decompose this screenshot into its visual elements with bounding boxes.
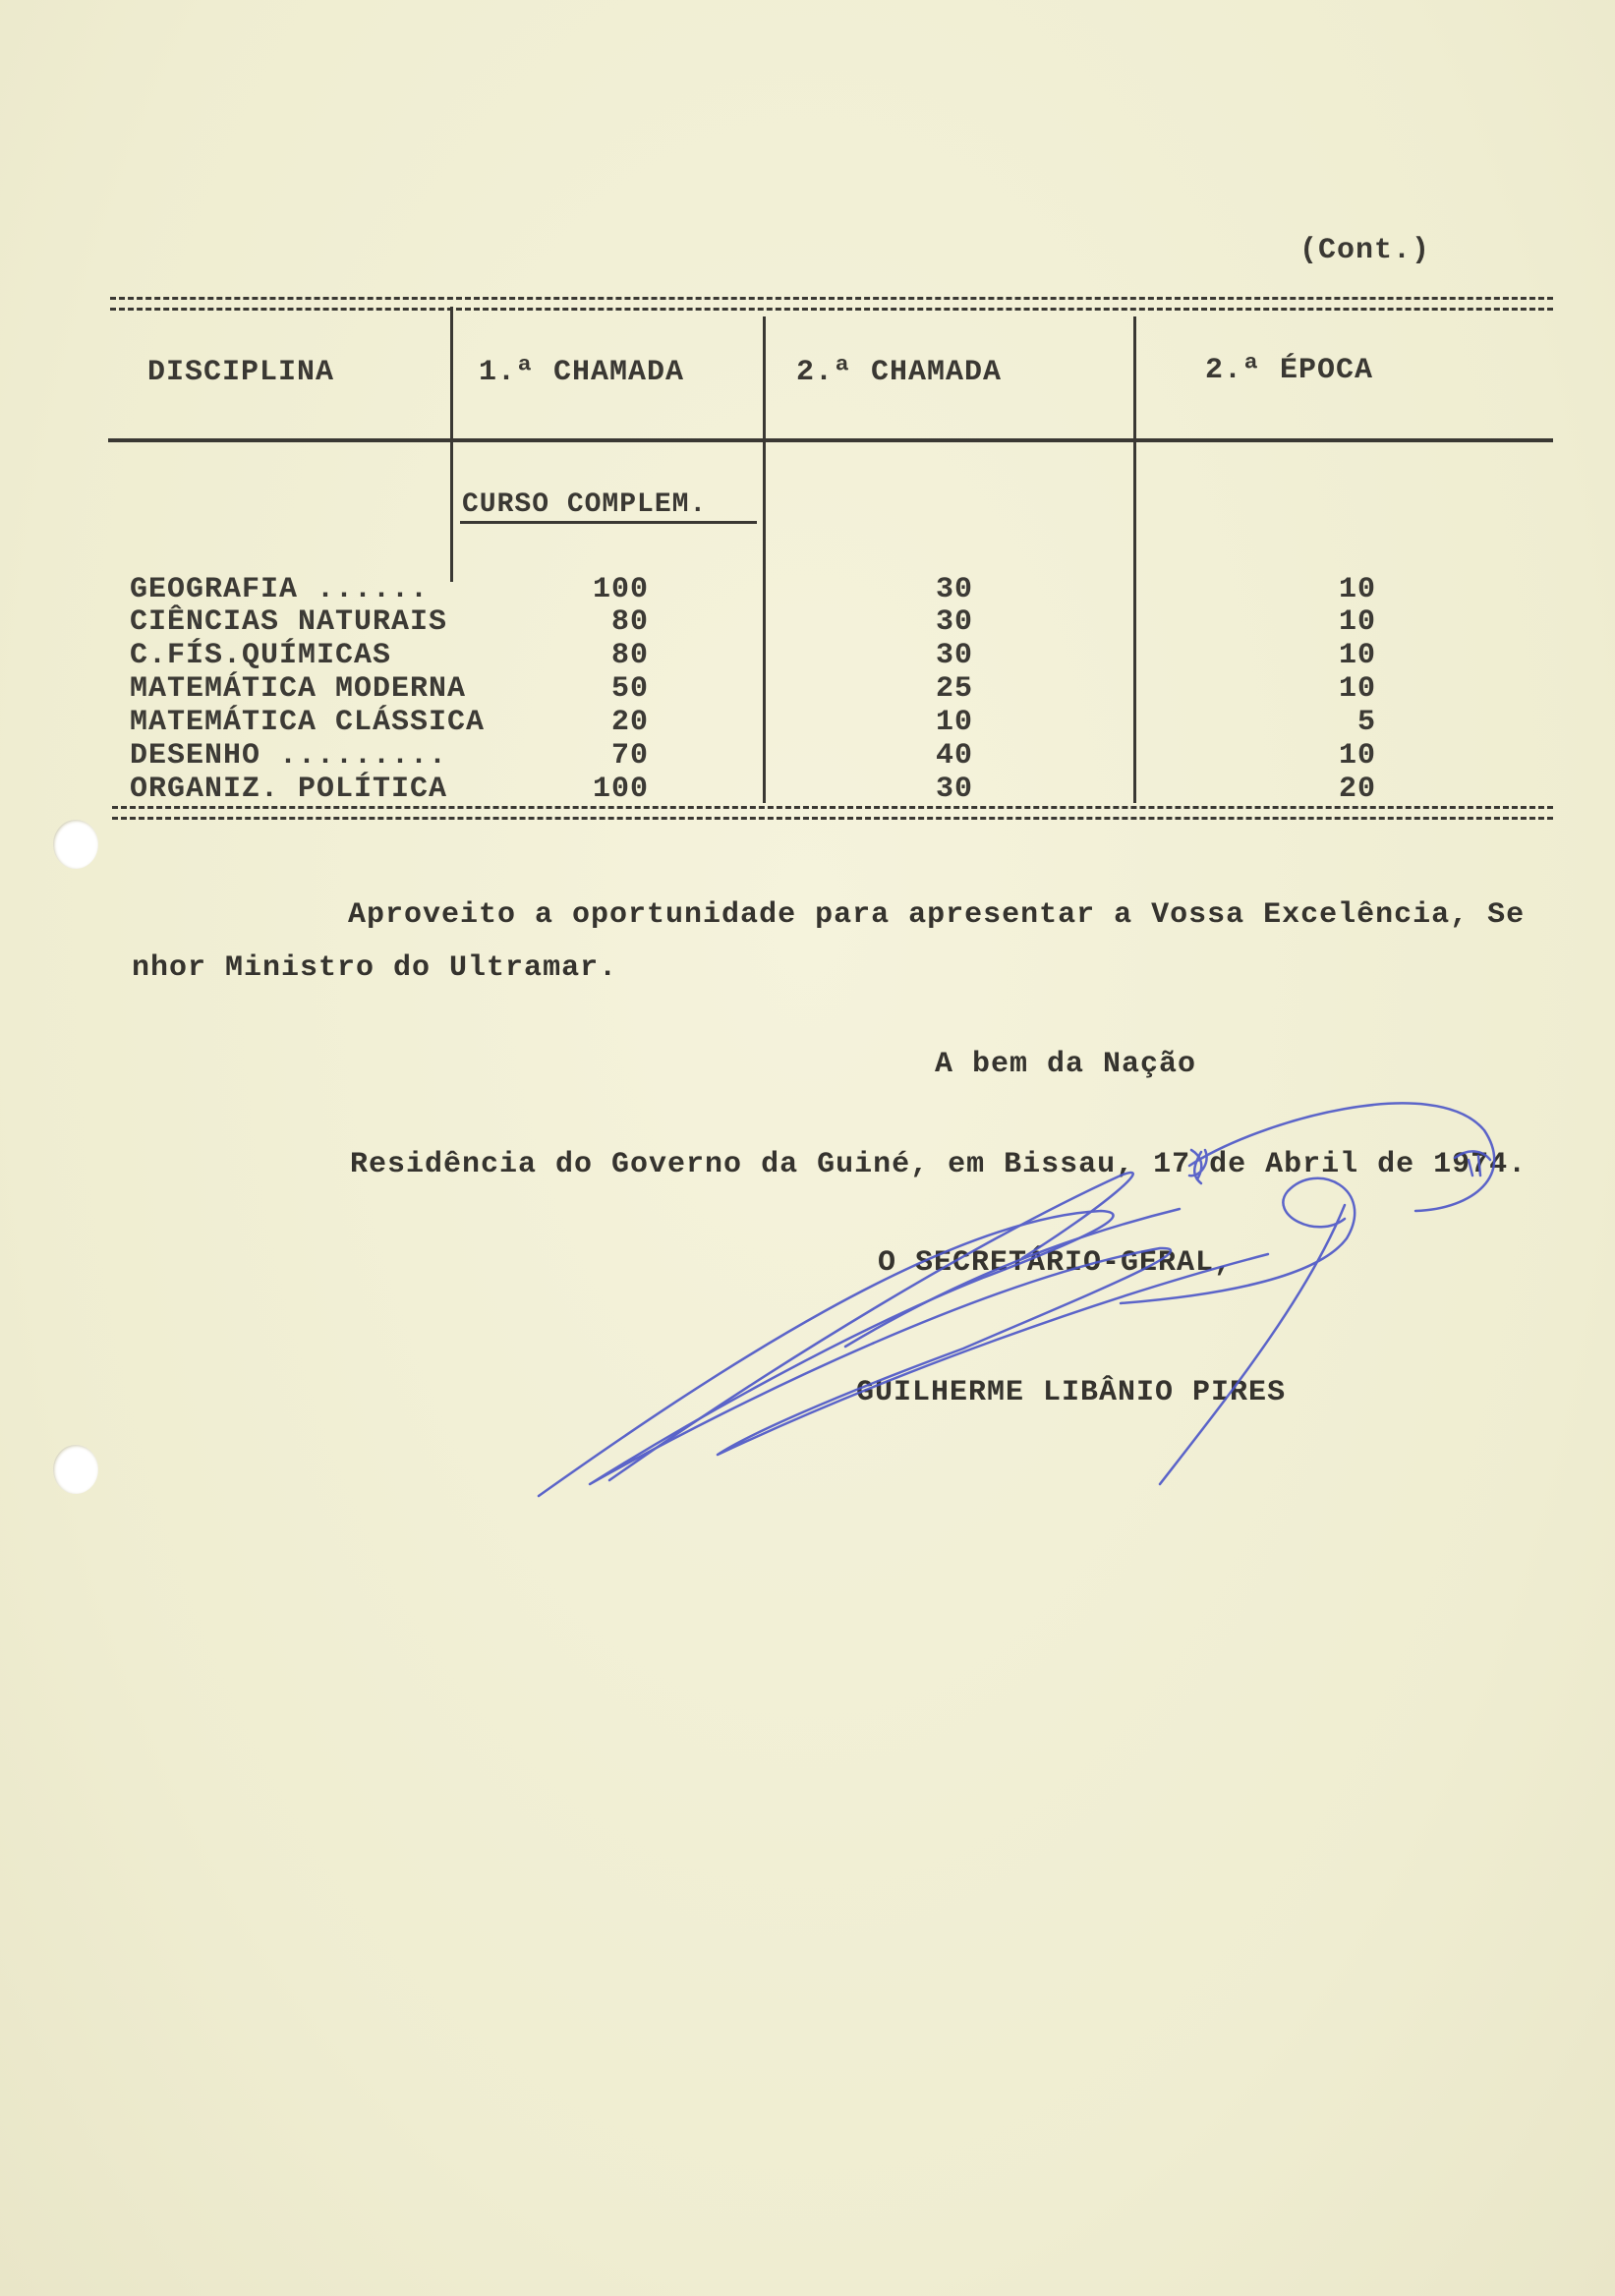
table-row [0, 773, 1615, 806]
cell-disciplina: CIÊNCIAS NATURAIS [130, 605, 448, 639]
cell-2a-chamada: 30 [935, 773, 973, 806]
cell-2a-epoca: 10 [1338, 639, 1376, 672]
cell-2a-chamada: 10 [935, 706, 973, 739]
cell-2a-chamada: 30 [935, 639, 973, 672]
cell-2a-epoca: 5 [1356, 706, 1376, 739]
punch-hole-top [53, 820, 98, 869]
closing-paragraph-line-2: nhor Ministro do Ultramar. [132, 951, 618, 985]
cell-2a-chamada: 30 [935, 605, 973, 639]
place-and-date: Residência do Governo da Guiné, em Bissau, 17 de Abril de 1974. [350, 1148, 1528, 1181]
cell-2a-chamada: 25 [935, 672, 973, 706]
cell-1a-chamada: 80 [610, 605, 649, 639]
cell-1a-chamada: 100 [592, 573, 649, 606]
cell-2a-chamada: 40 [935, 739, 973, 773]
cell-1a-chamada: 20 [610, 706, 649, 739]
cell-1a-chamada: 80 [610, 639, 649, 672]
cell-2a-chamada: 30 [935, 573, 973, 606]
cell-1a-chamada: 50 [610, 672, 649, 706]
subheader-underline [460, 521, 757, 524]
subheader-curso-complem: CURSO COMPLEM. [462, 489, 708, 520]
table-row [0, 639, 1615, 672]
table-row [0, 672, 1615, 706]
col-header-2a-chamada: 2.ª CHAMADA [796, 356, 1003, 389]
cell-disciplina: GEOGRAFIA ...... [130, 573, 430, 606]
table-row [0, 605, 1615, 639]
signatory-name: GUILHERME LIBÂNIO PIRES [856, 1376, 1287, 1409]
cell-2a-epoca: 20 [1338, 773, 1376, 806]
cell-disciplina: MATEMÁTICA MODERNA [130, 672, 467, 706]
cell-2a-epoca: 10 [1338, 672, 1376, 706]
cell-2a-epoca: 10 [1338, 739, 1376, 773]
col-header-disciplina: DISCIPLINA [147, 356, 335, 389]
cell-2a-epoca: 10 [1338, 605, 1376, 639]
closing-paragraph-line-1: Aproveito a oportunidade para apresentar a Vossa Excelência, Se [348, 898, 1526, 932]
col-header-2a-epoca: 2.ª ÉPOCA [1205, 354, 1374, 387]
table-row [0, 573, 1615, 606]
table-bottom-rule [112, 806, 1553, 820]
salutation: A bem da Nação [935, 1048, 1197, 1081]
cell-disciplina: ORGANIZ. POLÍTICA [130, 773, 448, 806]
cell-2a-epoca: 10 [1338, 573, 1376, 606]
table-row [0, 706, 1615, 739]
signatory-title: O SECRETÁRIO-GERAL, [878, 1246, 1234, 1280]
cell-1a-chamada: 70 [610, 739, 649, 773]
col-header-1a-chamada: 1.ª CHAMADA [479, 356, 685, 389]
cell-disciplina: MATEMÁTICA CLÁSSICA [130, 706, 486, 739]
header-separator [108, 438, 1553, 442]
table-row [0, 739, 1615, 773]
col-divider-1 [450, 307, 453, 582]
cell-1a-chamada: 100 [592, 773, 649, 806]
punch-hole-bottom [53, 1445, 98, 1494]
cell-disciplina: C.FÍS.QUÍMICAS [130, 639, 392, 672]
cell-disciplina: DESENHO ......... [130, 739, 448, 773]
continuation-mark: (Cont.) [1299, 234, 1431, 267]
table-top-rule [110, 297, 1553, 311]
